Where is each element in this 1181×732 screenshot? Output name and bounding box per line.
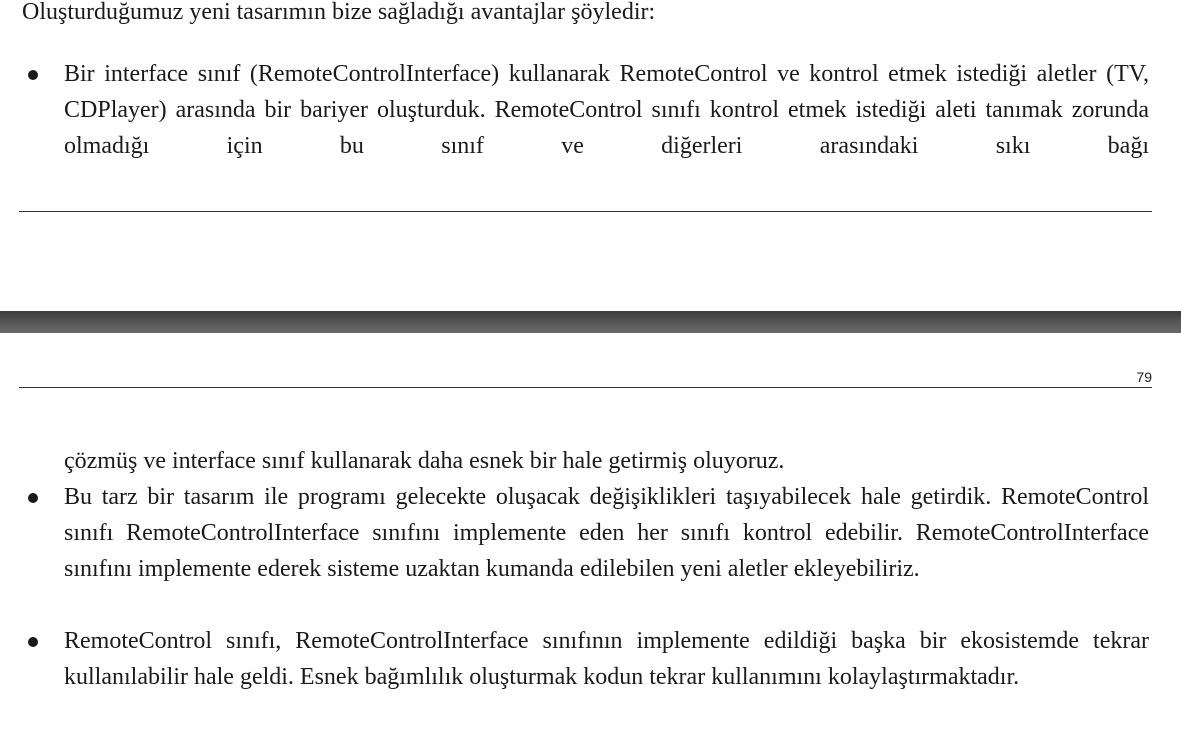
page-bottom-rule [19,211,1152,212]
bullet-2-text: Bu tarz bir tasarım ile programı gelecekte oluşacak değişiklikleri taşıyabilecek hale getirdik. RemoteControl sınıfı RemoteControlInterface sınıfını implemente eden her sınıfı kontrol edebilir. RemoteControlInterface sınıfını implemente ederek sisteme uzaktan kumanda edilebilen yeni aletler ekleyebiliriz. [64,484,1149,582]
page-separator [0,311,1181,333]
bullet-icon [28,493,38,503]
intro-paragraph: Oluşturduğumuz yeni tasarımın bize sağladığı avantajlar şöyledir: [22,0,656,25]
page-number: 79 [1136,369,1152,385]
bullet-icon [28,637,38,647]
bullet-1-text-part1: Bir interface sınıf (RemoteControlInterface) kullanarak RemoteControl ve kontrol etmek istediği aletler (TV, CDPlayer) arasında bir bariyer oluşturduk. RemoteControl sınıfı kontrol etmek istediği aleti tanımak zorunda olmadığı için bu sınıf ve diğerleri arasındaki sıkı bağı [64,61,1149,159]
page-top [0,0,1181,311]
bullet-3-text: RemoteControl sınıfı, RemoteControlInterface sınıfının implemente edildiği başka bir ekosistemde tekrar kullanılabilir hale geldi. Esnek bağımlılık oluşturmak kodun tekrar kullanımını kolaylaştırmaktadır. [64,628,1149,690]
bullet-icon [28,70,38,80]
page-bottom [0,333,1181,732]
page-header-rule [19,387,1152,388]
bullet-1-text-part2: çözmüş ve interface sınıf kullanarak daha esnek bir hale getirmiş oluyoruz. [64,448,785,474]
